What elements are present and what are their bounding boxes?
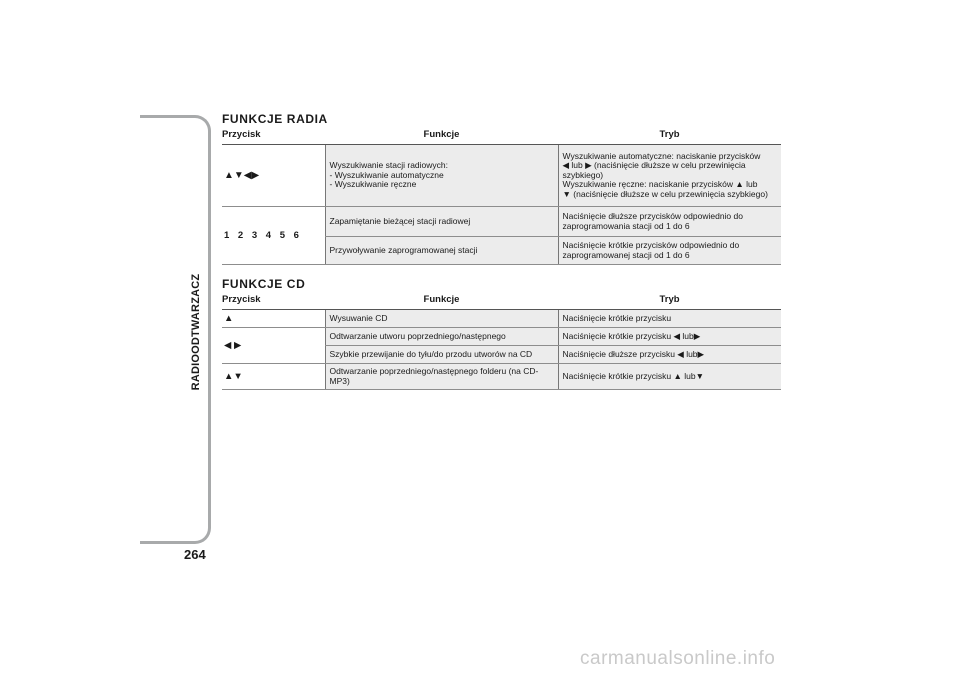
mode-line: ▼ (naciśnięcie dłuższe w celu przewinięcia szybkiego) [562,188,768,199]
mode-cell [558,237,781,265]
page-number: 264 [184,547,206,562]
section-tab [186,232,206,432]
header-function: Funkcje [325,126,558,145]
mode-cell: Naciśnięcie krótkie przycisku ◀ lub▶ [558,328,781,346]
header-function: Funkcje [325,291,558,310]
mode-cell: Naciśnięcie krótkie przycisku ▲ lub▼ [558,364,781,390]
header-mode: Tryb [558,291,781,310]
function-line: Odtwarzanie poprzedniego/następnego folderu (na CD- [329,366,539,376]
function-cell: Zapamiętanie bieżącej stacji radiowej [325,207,558,237]
cd-section-title: FUNKCJE CD [222,277,306,291]
function-line: MP3) [329,375,350,386]
function-cell [325,364,558,390]
watermark: carmanualsonline.info [580,648,776,669]
cd-functions-table [222,291,781,390]
arrows-icon: ▲▼◀▶ [222,145,325,207]
header-button: Przycisk [222,126,325,145]
function-line: - Wyszukiwanie ręczne [329,179,417,190]
table-row [222,207,781,237]
header-mode: Tryb [558,126,781,145]
mode-line: szybkiego) [562,169,604,180]
table-header-row [222,126,781,145]
mode-line: zaprogramowania stacji od 1 do 6 [562,220,690,231]
mode-cell [558,207,781,237]
up-down-arrows-icon: ▲▼ [222,364,325,390]
table-row [222,310,781,328]
mode-line: zaprogramowanej stacji od 1 do 6 [562,249,690,260]
function-cell [325,145,558,207]
left-right-arrows-icon: ◀ ▶ [222,328,325,364]
function-line: Wyszukiwanie stacji radiowych: [329,160,448,171]
function-cell: Przywoływanie zaprogramowanej stacji [325,237,558,265]
function-cell: Wysuwanie CD [325,310,558,328]
function-cell: Szybkie przewijanie do tyłu/do przodu utworów na CD [325,346,558,364]
mode-line: ◀ lub ▶ (naciśnięcie dłuższe w celu przewinięcia [562,160,746,171]
mode-line: Naciśnięcie krótkie przycisków odpowiednio do [562,240,740,250]
radio-section-title: FUNKCJE RADIA [222,112,328,126]
table-row [222,145,781,207]
page-content [222,112,781,390]
mode-cell [558,145,781,207]
header-button: Przycisk [222,291,325,310]
table-row [222,328,781,346]
function-cell: Odtwarzanie utworu poprzedniego/następnego [325,328,558,346]
mode-line: Naciśnięcie dłuższe przycisków odpowiednio do [562,211,743,221]
mode-cell: Naciśnięcie dłuższe przycisku ◀ lub▶ [558,346,781,364]
radio-functions-table [222,126,781,265]
preset-buttons-label: 1 2 3 4 5 6 [222,207,325,265]
table-header-row [222,291,781,310]
function-line: - Wyszukiwanie automatyczne [329,169,444,180]
eject-icon: ▲ [222,310,325,328]
mode-cell: Naciśnięcie krótkie przycisku [558,310,781,328]
mode-line: Wyszukiwanie automatyczne: naciskanie przycisków [562,150,761,161]
mode-line: Wyszukiwanie ręczne: naciskanie przycisków ▲ lub [562,179,758,190]
table-row [222,364,781,390]
section-tab-label: RADIOODTWARZACZ [190,273,202,391]
